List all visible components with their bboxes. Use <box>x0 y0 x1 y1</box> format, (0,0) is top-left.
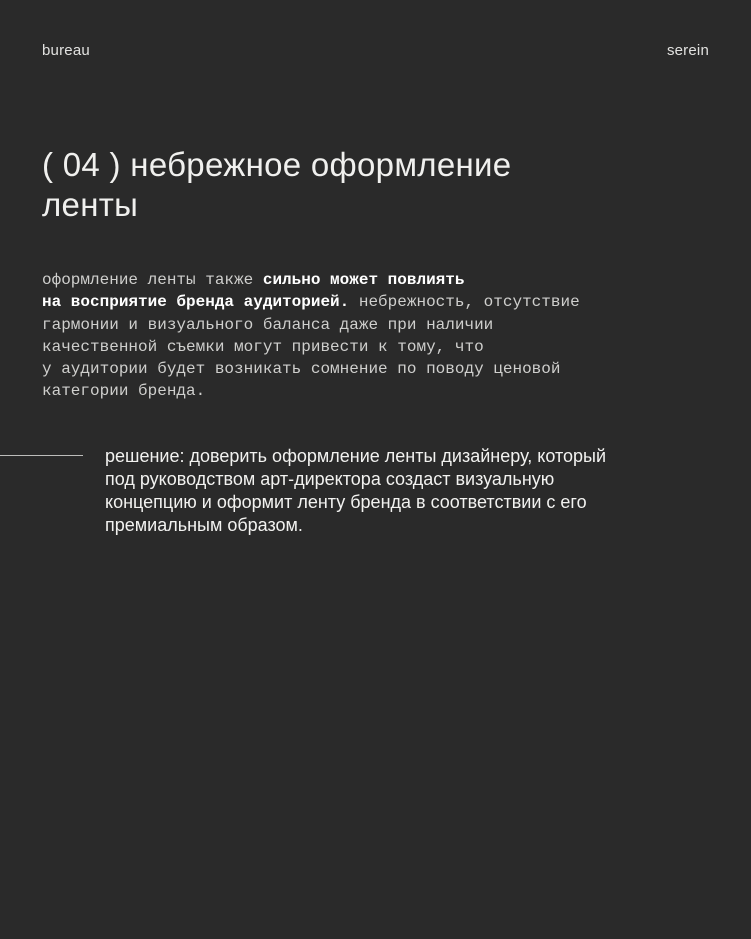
body-paragraph <box>42 269 722 403</box>
heading-line: ( 04 ) небрежное оформление <box>42 146 512 183</box>
divider-line <box>0 455 83 456</box>
solution-line: премиальным образом. <box>105 515 303 535</box>
body-line <box>42 269 722 291</box>
body-line: категории бренда. <box>42 382 206 401</box>
body-text: оформление ленты также <box>42 271 263 289</box>
solution-line: решение: доверить оформление ленты дизайнеру, который <box>105 446 607 466</box>
solution-line: концепцию и оформит ленту бренда в соответствии с его <box>105 492 587 512</box>
solution-paragraph <box>105 445 725 537</box>
brand-name-left: bureau <box>42 42 90 59</box>
body-emphasis: на восприятие бренда аудиторией. <box>42 293 350 312</box>
section-heading <box>42 145 642 225</box>
heading-line: ленты <box>42 186 139 223</box>
solution-line: под руководством арт-директора создаст визуальную <box>105 469 555 489</box>
body-line <box>42 291 722 313</box>
body-emphasis: сильно может повлиять <box>262 271 465 289</box>
body-line: у аудитории будет возникать сомнение по поводу ценовой <box>42 360 561 379</box>
body-line: гармонии и визуального баланса даже при наличии <box>42 315 494 334</box>
body-text: небрежность, отсутствие <box>349 293 580 312</box>
brand-name-right: serein <box>666 42 709 59</box>
body-line: качественной съемки могут привести к тому, что <box>42 337 484 356</box>
